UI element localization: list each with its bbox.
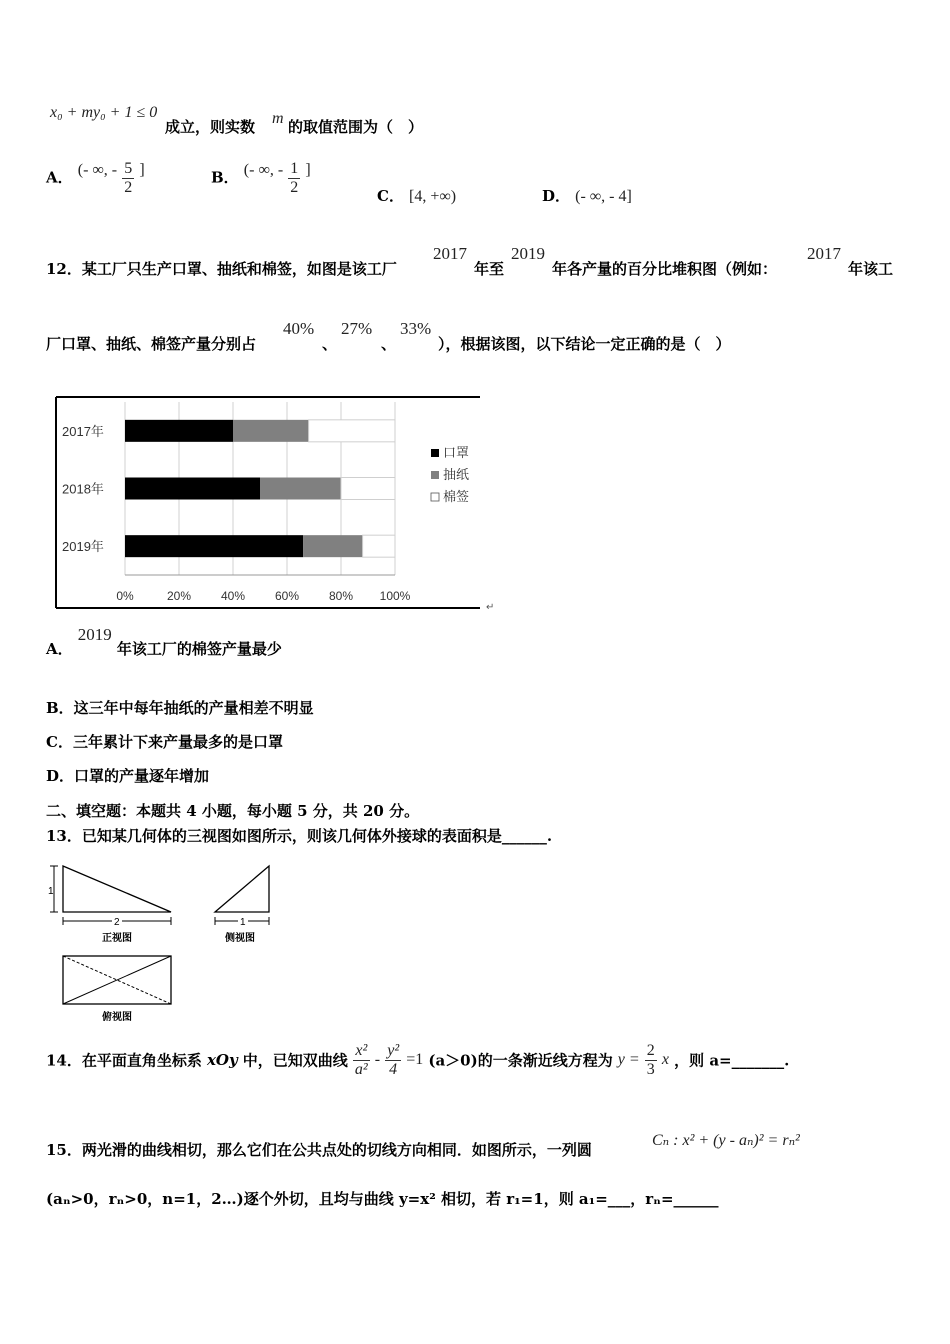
denominator: 2 — [290, 178, 299, 196]
bar-segment-棉签 — [341, 478, 395, 500]
three-view-figure — [44, 856, 284, 1026]
q12-line2-b: ），根据该图，以下结论一定正确的是（ ） — [438, 335, 731, 353]
x-tick-label: 100% — [379, 589, 411, 603]
denominator: a² — [354, 1060, 368, 1078]
q12-option-b: B．这三年中每年抽纸的产量相差不明显 — [46, 699, 314, 717]
legend-swatch — [431, 449, 439, 457]
bar-segment-口罩 — [125, 535, 303, 557]
option-expr: [4, +∞) — [409, 188, 457, 205]
q12-option-c: C．三年累计下来产量最多的是口罩 — [46, 733, 283, 751]
q14-pre: 14．在平面直角坐标系 — [46, 1051, 202, 1070]
stacked-bar-chart — [50, 392, 510, 622]
option-expr: (- ∞, - 4] — [575, 188, 632, 205]
denominator: 4 — [389, 1060, 398, 1078]
q11-option-b — [211, 160, 311, 196]
option-label: C． — [377, 187, 404, 205]
side-view-triangle — [215, 866, 269, 912]
q15-line2: (aₙ>0，rₙ>0，n=1，2…)逐个外切，且均与曲线 y=x² 相切，若 r₁=1，则 a₁=___，rₙ=______ — [46, 1190, 719, 1208]
denominator: 3 — [646, 1060, 655, 1078]
q14-frac-y — [385, 1042, 401, 1078]
option-label: A． — [46, 168, 73, 187]
q14-frac-slope — [645, 1042, 657, 1078]
numerator: 2 — [646, 1042, 655, 1059]
height-dim-label: 1 — [48, 886, 54, 897]
q11-tail: 的取值范围为（ ） — [288, 118, 424, 136]
q12-line1-c: 年各产量的百分比堆积图（例如： — [552, 260, 778, 278]
q13-text: 13．已知某几何体的三视图如图所示，则该几何体外接球的表面积是______. — [46, 827, 553, 845]
q11-option-d — [542, 185, 632, 206]
q12-year-2019: 2019 — [511, 244, 545, 263]
option-expr-pre: (- ∞, - — [243, 161, 284, 179]
option-label: A． — [46, 640, 73, 658]
q12-line2-a: 厂口罩、抽纸、棉签产量分别占 — [46, 335, 257, 353]
q14-x: x — [661, 1051, 669, 1069]
q14-minus: - — [374, 1051, 381, 1069]
q15-line1: 15．两光滑的曲线相切，那么它们在公共点处的切线方向相同．如图所示，一列圆 — [46, 1141, 592, 1159]
bar-segment-抽纸 — [233, 420, 309, 442]
q12-sep-2: 、 — [381, 335, 397, 353]
q12-year-2017b: 2017 — [807, 244, 841, 263]
q14-yeq: y = — [617, 1051, 640, 1069]
q12-option-a — [46, 625, 282, 659]
bar-segment-棉签 — [309, 420, 395, 442]
option-label: B． — [211, 168, 239, 187]
option-expr-post: ] — [305, 161, 311, 179]
q12-line1-a: 12．某工厂只生产口罩、抽纸和棉签，如图是该工厂 — [46, 260, 397, 278]
option-expr-post: ] — [139, 161, 145, 179]
denominator: 2 — [124, 178, 133, 196]
bar-segment-抽纸 — [303, 535, 362, 557]
q14-post: ，则 a=_______. — [674, 1051, 790, 1070]
q12-year-2017: 2017 — [433, 244, 467, 263]
q14-frac-x — [353, 1042, 370, 1078]
x-tick-label: 40% — [220, 589, 246, 603]
q12-sep-1: 、 — [322, 335, 338, 353]
q15-circle-eq: Cₙ : x² + (y - aₙ)² = rₙ² — [652, 1132, 800, 1149]
numerator: 1 — [290, 160, 299, 177]
y-category-label: 2017年 — [62, 423, 104, 439]
q11-condition-text: 成立，则实数 — [165, 118, 256, 136]
q11-condition-math: x₀ + my₀ + 1 ≤ 0 — [50, 104, 158, 121]
q12-pct-3: 33% — [400, 319, 432, 338]
q14-line — [46, 1042, 789, 1078]
q11-var-m: m — [272, 110, 284, 127]
section2-title: 二、填空题：本题共 4 小题，每小题 5 分，共 20 分。 — [46, 802, 420, 820]
side-width-label: 1 — [240, 917, 246, 928]
option-year: 2019 — [77, 625, 112, 644]
q12-line1-b: 年至 — [474, 260, 505, 278]
numerator: 5 — [124, 160, 133, 177]
option-text: 年该工厂的棉签产量最少 — [116, 640, 282, 658]
numerator: y² — [387, 1042, 400, 1059]
y-category-label: 2019年 — [62, 539, 104, 555]
legend-label: 抽纸 — [443, 467, 470, 482]
q14-eq: =1 — [406, 1051, 424, 1069]
option-fraction — [288, 160, 300, 196]
q11-option-a — [46, 160, 145, 196]
bar-segment-抽纸 — [260, 478, 341, 500]
legend-label: 棉签 — [443, 489, 470, 504]
top-view-label: 俯视图 — [102, 1012, 132, 1023]
q12-option-d: D．口罩的产量逐年增加 — [46, 767, 210, 785]
front-view-label: 正视图 — [102, 933, 132, 944]
q11-option-c — [377, 185, 456, 206]
q14-mid: 中，已知双曲线 — [242, 1051, 348, 1070]
q12-pct-2: 27% — [341, 319, 373, 338]
front-width-label: 2 — [114, 917, 120, 928]
x-tick-label: 80% — [328, 589, 354, 603]
bar-segment-口罩 — [125, 478, 260, 500]
q14-cond: (a＞0)的一条渐近线方程为 — [428, 1051, 613, 1070]
q12-pct-1: 40% — [283, 319, 315, 338]
q12-line1-d: 年该工 — [848, 260, 894, 278]
front-view-triangle — [63, 866, 171, 912]
return-mark: ↵ — [486, 602, 495, 613]
legend-swatch — [431, 471, 439, 479]
q14-xoy: xOy — [206, 1051, 238, 1070]
side-view-label: 侧视图 — [225, 933, 255, 944]
legend-label: 口罩 — [443, 445, 470, 460]
option-fraction — [122, 160, 134, 196]
option-label: D． — [542, 187, 571, 205]
numerator: x² — [353, 1042, 370, 1061]
x-tick-label: 20% — [166, 589, 192, 603]
bar-segment-口罩 — [125, 420, 233, 442]
legend-swatch — [431, 493, 439, 501]
bar-segment-棉签 — [363, 535, 395, 557]
y-category-label: 2018年 — [62, 481, 104, 497]
x-tick-label: 60% — [274, 589, 300, 603]
x-tick-label: 0% — [116, 589, 134, 603]
option-expr-pre: (- ∞, - — [77, 161, 118, 179]
